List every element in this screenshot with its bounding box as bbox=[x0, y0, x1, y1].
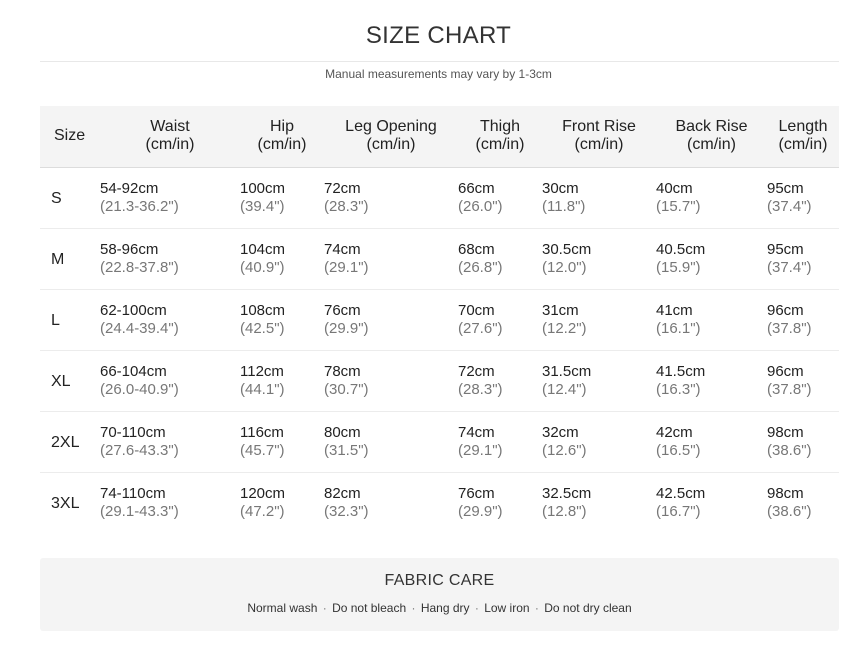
column-header bbox=[324, 106, 458, 167]
measurement-cell bbox=[767, 472, 839, 533]
measurement-inch: (29.1") bbox=[324, 258, 369, 276]
measurement-inch: (37.8") bbox=[767, 319, 812, 337]
measurement-inch: (37.4") bbox=[767, 197, 812, 215]
measurement-cm: 96cm bbox=[767, 301, 804, 319]
fabric-care-title: FABRIC CARE bbox=[384, 572, 495, 589]
size-label: M bbox=[51, 250, 65, 268]
size-label: 2XL bbox=[51, 433, 80, 451]
measurement-cm: 100cm bbox=[240, 179, 286, 197]
column-header-unit: (cm/in) bbox=[574, 136, 624, 154]
measurement-inch: (12.2") bbox=[542, 319, 587, 337]
measurement-cm: 68cm bbox=[458, 240, 495, 258]
column-header-unit: (cm/in) bbox=[687, 136, 736, 154]
measurement-cm: 76cm bbox=[458, 484, 495, 502]
measurement-inch: (40.9") bbox=[240, 258, 285, 276]
care-separator: · bbox=[534, 601, 539, 615]
table-header-row bbox=[40, 106, 839, 167]
measurement-cell bbox=[240, 350, 324, 411]
measurement-cell bbox=[656, 289, 767, 350]
care-instruction: Low iron bbox=[484, 601, 530, 615]
measurement-cm: 120cm bbox=[240, 484, 286, 502]
measurement-inch: (26.8") bbox=[458, 258, 503, 276]
measurement-cell bbox=[656, 350, 767, 411]
measurement-cell bbox=[542, 228, 656, 289]
measurement-cell bbox=[100, 289, 240, 350]
measurement-cm: 62-100cm bbox=[100, 301, 167, 319]
measurement-cell bbox=[656, 167, 767, 228]
measurement-cell bbox=[240, 411, 324, 472]
column-header-label: Hip bbox=[269, 118, 294, 136]
measurement-cell bbox=[458, 472, 542, 533]
measurement-inch: (12.8") bbox=[542, 502, 587, 520]
measurement-cm: 98cm bbox=[767, 423, 804, 441]
measurement-inch: (27.6") bbox=[458, 319, 503, 337]
care-instruction: Hang dry bbox=[420, 601, 470, 615]
measurement-inch: (12.4") bbox=[542, 380, 587, 398]
measurement-cm: 95cm bbox=[767, 240, 804, 258]
measurement-cell bbox=[767, 411, 839, 472]
column-header-unit: (cm/in) bbox=[145, 136, 195, 154]
size-label: L bbox=[51, 311, 60, 329]
measurement-cm: 74cm bbox=[324, 240, 361, 258]
measurement-cm: 58-96cm bbox=[100, 240, 159, 258]
measurement-cm: 70-110cm bbox=[100, 423, 166, 441]
column-header-label: Thigh bbox=[479, 118, 521, 136]
measurement-cell bbox=[542, 167, 656, 228]
size-label: 3XL bbox=[51, 494, 80, 512]
measurement-cm: 112cm bbox=[240, 362, 284, 380]
column-header-size bbox=[40, 106, 100, 167]
size-label: S bbox=[51, 189, 62, 207]
measurement-inch: (30.7") bbox=[324, 380, 369, 398]
measurement-inch: (37.4") bbox=[767, 258, 812, 276]
measurement-cell bbox=[458, 167, 542, 228]
measurement-cell bbox=[767, 167, 839, 228]
measurement-cell bbox=[324, 167, 458, 228]
measurement-cell bbox=[458, 350, 542, 411]
measurement-cell bbox=[542, 472, 656, 533]
measurement-cell bbox=[656, 411, 767, 472]
measurement-cm: 32cm bbox=[542, 423, 579, 441]
care-separator: · bbox=[411, 601, 416, 615]
page-title: SIZE CHART bbox=[365, 22, 512, 49]
column-header bbox=[767, 106, 839, 167]
measurement-cell bbox=[240, 228, 324, 289]
measurement-cell bbox=[100, 411, 240, 472]
measurement-cell bbox=[767, 350, 839, 411]
measurement-inch: (38.6") bbox=[767, 441, 812, 459]
measurement-cell bbox=[100, 472, 240, 533]
measurement-inch: (37.8") bbox=[767, 380, 812, 398]
measurement-inch: (12.6") bbox=[542, 441, 587, 459]
measurement-cm: 70cm bbox=[458, 301, 495, 319]
measurement-cell bbox=[324, 472, 458, 533]
measurement-cm: 30.5cm bbox=[542, 240, 592, 258]
measurement-cell bbox=[324, 350, 458, 411]
care-instruction: Do not dry clean bbox=[544, 601, 632, 615]
measurement-cm: 42.5cm bbox=[656, 484, 706, 502]
measurement-cm: 31cm bbox=[542, 301, 579, 319]
measurement-cm: 40.5cm bbox=[656, 240, 706, 258]
measurement-cell bbox=[100, 228, 240, 289]
measurement-cell bbox=[324, 228, 458, 289]
column-header-unit: (cm/in) bbox=[778, 136, 828, 154]
table-row bbox=[40, 167, 839, 228]
measurement-cm: 104cm bbox=[240, 240, 286, 258]
size-chart-table bbox=[40, 106, 839, 533]
measurement-inch: (26.0-40.9") bbox=[100, 380, 179, 398]
measurement-inch: (11.8") bbox=[542, 197, 586, 215]
measurement-cell bbox=[656, 228, 767, 289]
measurement-inch: (44.1") bbox=[240, 380, 285, 398]
table-row bbox=[40, 228, 839, 289]
measurement-inch: (16.1") bbox=[656, 319, 701, 337]
measurement-inch: (16.3") bbox=[656, 380, 701, 398]
measurement-cm: 108cm bbox=[240, 301, 286, 319]
measurement-inch: (28.3") bbox=[458, 380, 503, 398]
measurement-cell bbox=[240, 167, 324, 228]
measurement-inch: (29.1") bbox=[458, 441, 503, 459]
measurement-inch: (22.8-37.8") bbox=[100, 258, 179, 276]
measurement-cm: 80cm bbox=[324, 423, 361, 441]
measurement-cell bbox=[240, 472, 324, 533]
measurement-cell bbox=[767, 228, 839, 289]
measurement-cm: 116cm bbox=[240, 423, 284, 441]
measurement-inch: (39.4") bbox=[240, 197, 285, 215]
column-header-label: Leg Opening bbox=[345, 118, 437, 136]
measurement-cell bbox=[542, 350, 656, 411]
column-header bbox=[656, 106, 767, 167]
measurement-cm: 42cm bbox=[656, 423, 693, 441]
measurement-inch: (29.9") bbox=[458, 502, 503, 520]
measurement-inch: (31.5") bbox=[324, 441, 369, 459]
measurement-cm: 78cm bbox=[324, 362, 361, 380]
measurement-cell bbox=[458, 228, 542, 289]
column-header-label: Back Rise bbox=[675, 118, 748, 136]
measurement-note: Manual measurements may vary by 1-3cm bbox=[325, 67, 552, 81]
fabric-care-panel bbox=[40, 558, 839, 631]
measurement-inch: (32.3") bbox=[324, 502, 369, 520]
measurement-cell bbox=[542, 411, 656, 472]
measurement-cm: 41cm bbox=[656, 301, 693, 319]
measurement-cell bbox=[240, 289, 324, 350]
table-row bbox=[40, 289, 839, 350]
measurement-cm: 54-92cm bbox=[100, 179, 159, 197]
measurement-inch: (38.6") bbox=[767, 502, 812, 520]
measurement-inch: (29.1-43.3") bbox=[100, 502, 179, 520]
column-header bbox=[100, 106, 240, 167]
measurement-inch: (16.7") bbox=[656, 502, 701, 520]
measurement-cm: 74cm bbox=[458, 423, 495, 441]
measurement-inch: (42.5") bbox=[240, 319, 285, 337]
table-row bbox=[40, 350, 839, 411]
care-instruction: Normal wash bbox=[247, 601, 318, 615]
column-header-label: Size bbox=[54, 127, 86, 145]
table-row bbox=[40, 472, 839, 533]
column-header bbox=[542, 106, 656, 167]
measurement-cm: 82cm bbox=[324, 484, 361, 502]
table-row bbox=[40, 411, 839, 472]
measurement-cell bbox=[100, 167, 240, 228]
measurement-cm: 40cm bbox=[656, 179, 693, 197]
column-header bbox=[240, 106, 324, 167]
measurement-cell bbox=[100, 350, 240, 411]
measurement-inch: (27.6-43.3") bbox=[100, 441, 179, 459]
size-label: XL bbox=[51, 372, 71, 390]
column-header-unit: (cm/in) bbox=[475, 136, 525, 154]
measurement-inch: (45.7") bbox=[240, 441, 285, 459]
measurement-cm: 30cm bbox=[542, 179, 579, 197]
measurement-inch: (28.3") bbox=[324, 197, 369, 215]
measurement-inch: (29.9") bbox=[324, 319, 369, 337]
measurement-cell bbox=[324, 289, 458, 350]
measurement-cell bbox=[324, 411, 458, 472]
measurement-cm: 66cm bbox=[458, 179, 495, 197]
measurement-cm: 66-104cm bbox=[100, 362, 167, 380]
measurement-inch: (47.2") bbox=[240, 502, 285, 520]
measurement-cm: 32.5cm bbox=[542, 484, 592, 502]
measurement-inch: (26.0") bbox=[458, 197, 503, 215]
fabric-care-instructions bbox=[40, 601, 839, 615]
measurement-cm: 96cm bbox=[767, 362, 804, 380]
measurement-cm: 95cm bbox=[767, 179, 804, 197]
measurement-cm: 72cm bbox=[324, 179, 361, 197]
column-header bbox=[458, 106, 542, 167]
title-divider bbox=[40, 61, 839, 62]
measurement-inch: (12.0") bbox=[542, 258, 587, 276]
measurement-cm: 31.5cm bbox=[542, 362, 592, 380]
measurement-cell bbox=[542, 289, 656, 350]
measurement-cm: 98cm bbox=[767, 484, 804, 502]
measurement-cm: 74-110cm bbox=[100, 484, 166, 502]
column-header-label: Length bbox=[778, 118, 828, 136]
column-header-label: Waist bbox=[150, 118, 190, 136]
measurement-inch: (16.5") bbox=[656, 441, 701, 459]
measurement-cell bbox=[458, 289, 542, 350]
column-header-unit: (cm/in) bbox=[257, 136, 307, 154]
care-separator: · bbox=[474, 601, 479, 615]
table-body bbox=[40, 167, 839, 533]
measurement-cell bbox=[656, 472, 767, 533]
measurement-cm: 41.5cm bbox=[656, 362, 706, 380]
column-header-unit: (cm/in) bbox=[366, 136, 416, 154]
care-instruction: Do not bleach bbox=[332, 601, 407, 615]
measurement-cm: 72cm bbox=[458, 362, 495, 380]
column-header-label: Front Rise bbox=[562, 118, 636, 136]
measurement-cell bbox=[767, 289, 839, 350]
measurement-inch: (15.7") bbox=[656, 197, 701, 215]
measurement-inch: (24.4-39.4") bbox=[100, 319, 179, 337]
measurement-cell bbox=[458, 411, 542, 472]
measurement-inch: (21.3-36.2") bbox=[100, 197, 179, 215]
measurement-inch: (15.9") bbox=[656, 258, 701, 276]
care-separator: · bbox=[322, 601, 327, 615]
measurement-cm: 76cm bbox=[324, 301, 361, 319]
